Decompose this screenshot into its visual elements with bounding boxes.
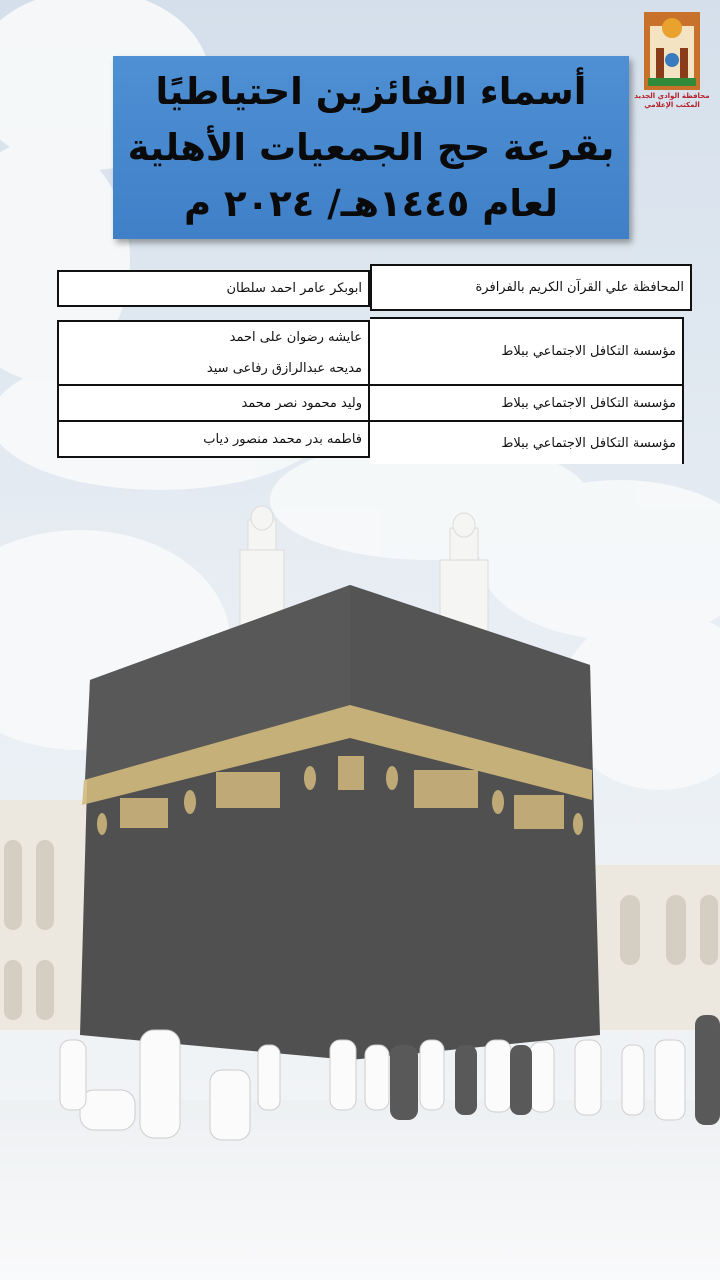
name-cell: مديحه عبدالرازق رفاعى سيد — [57, 352, 370, 386]
name-cell: فاطمه بدر محمد منصور دياب — [57, 422, 370, 458]
association-cell: مؤسسة التكافل الاجتماعي ببلاط — [370, 317, 684, 386]
logo-caption — [630, 92, 714, 110]
title-banner — [113, 56, 629, 239]
name-cell: وليد محمود نصر محمد — [57, 386, 370, 422]
association-cell: مؤسسة التكافل الاجتماعي ببلاط — [370, 386, 684, 422]
association-cell: مؤسسة التكافل الاجتماعي ببلاط — [370, 422, 684, 464]
association-cell: المحافظة علي القرآن الكريم بالفرافرة — [370, 264, 692, 311]
title-line-2: بقرعة حج الجمعيات الأهلية — [127, 125, 615, 169]
name-cell: عايشه رضوان على احمد — [57, 320, 370, 354]
logo-caption-line1: محافظة الوادي الجديد — [634, 92, 710, 100]
name-cell: ابوبكر عامر احمد سلطان — [57, 270, 370, 307]
title-line-1: أسماء الفائزين احتياطيًا — [155, 69, 587, 113]
title-line-3: لعام ١٤٤٥هـ/ ٢٠٢٤ م — [183, 181, 559, 225]
logo-caption-line2: المكتب الإعلامي — [644, 101, 700, 109]
